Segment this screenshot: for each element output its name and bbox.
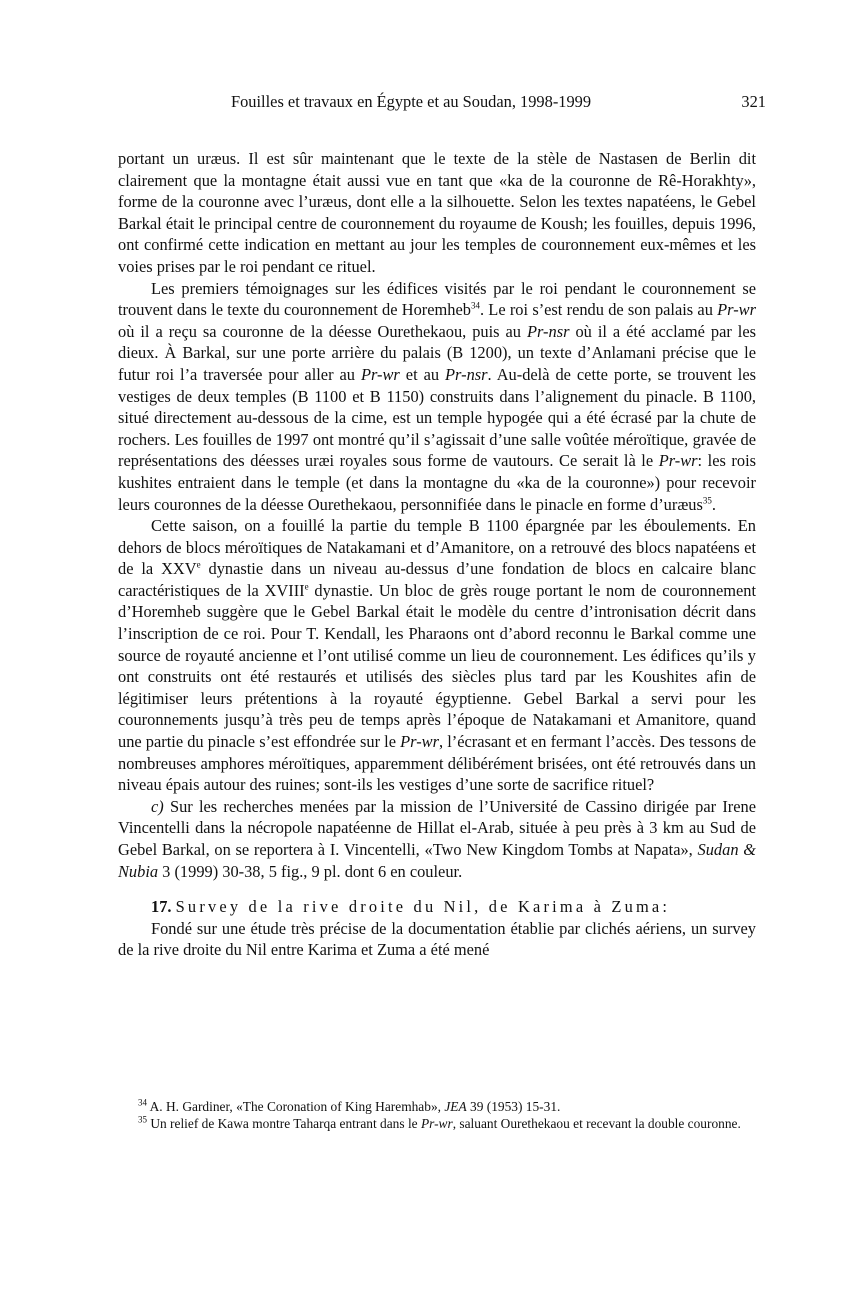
italic-term: Pr-wr (400, 732, 439, 752)
superscript: e (196, 559, 201, 570)
italic-term: Pr-wr (420, 1116, 453, 1131)
section-17-heading (118, 896, 756, 918)
italic-term: Pr-wr (717, 300, 756, 320)
section-number: 17. (151, 897, 172, 917)
paragraph-2 (118, 278, 756, 516)
journal-title: JEA (444, 1099, 467, 1114)
italic-term: Pr-nsr (445, 364, 488, 384)
text-run: dynastie dans un niveau au-dessus d’une fondation de blocs en calcaire blanc caractéristiques de la XVIII (118, 559, 756, 600)
text-run: Cette saison, on a fouillé la partie du temple B 1100 épargnée par les éboulements. En dehors de blocs méroïtiques de Natakamani et d’Amanitore, on a retrouvé des blocs napatéens et de la XXV (118, 516, 756, 579)
paragraph-3 (118, 515, 756, 796)
text-run: A. H. Gardiner, «The Coronation of King Haremhab», (147, 1099, 445, 1114)
footnote-ref-34[interactable]: 34 (470, 300, 480, 311)
italic-term: Pr-wr (360, 364, 400, 384)
text-run: Un relief de Kawa montre Taharqa entrant dans le (147, 1116, 421, 1131)
footnote-34 (118, 1098, 756, 1115)
footnote-35 (118, 1115, 756, 1132)
text-run: , saluant Ourethekaou et recevant la double couronne. (452, 1116, 741, 1131)
item-label: c) (151, 796, 164, 816)
text-run: Les premiers témoignages sur les édifices visités par le roi pendant le couronnement se trouvent dans le texte du couronnement de Horemheb (118, 278, 756, 320)
text-run: : les rois kushites entraient dans le temple (et dans la montagne du «ka de la couronne») pour recevoir leurs couronnes de la déesse Ourethekaou, personnifiée dans le pinacle en forme d’uræus (118, 451, 757, 514)
footnote-number: 34 (138, 1097, 147, 1108)
running-header (150, 92, 766, 114)
text-run: Sur les recherches menées par la mission de l’Université de Cassino dirigée par Irene Vincentelli dans la nécropole napatéenne de Hillat el-Arab, située à peu près à 3 km au Sud de Gebel Barkal, on se reportera à I. Vincentelli, «Two New Kingdom Tombs at Napata», (118, 796, 756, 859)
running-title: Fouilles et travaux en Égypte et au Soudan, 1998-1999 (231, 92, 592, 111)
paragraph-4 (118, 796, 756, 882)
superscript: e (304, 581, 309, 592)
text-run: où il a reçu sa couronne de la déesse Ourethekaou, puis au (118, 321, 527, 341)
text-run: 3 (1999) 30-38, 5 fig., 9 pl. dont 6 en couleur. (158, 861, 463, 881)
text-run: . (711, 494, 716, 514)
section-title: Survey de la rive droite du Nil, de Karima à Zuma: (175, 897, 671, 917)
text-run: dynastie. Un bloc de grès rouge portant le nom de couronnement d’Horemheb suggère que le Gebel Barkal était le modèle du centre d’intronisation décrit dans l’inscription de ce roi. Pour T. Kendall, les Pharaons ont d’abord reconnu le Barkal comme une source de royauté ancienne et l’ont utilisé comme un lieu de couronnement. Les édifices qu’ils y ont construits ont été restaurés et utilisés des siècles plus tard par les Koushites afin de légitimiser leurs prétentions à la royauté égyptienne. Gebel Barkal a servi pour les couronnements jusqu’à très peu de temps après l’époque de Natakamani et Amanitore, quand une partie du pinacle s’est effondrée sur le (118, 580, 756, 752)
italic-term: Pr-wr (658, 451, 698, 471)
footnote-ref-35[interactable]: 35 (702, 495, 712, 506)
text-run: , l’écrasant et en fermant l’accès. Des tessons de nombreuses amphores méroïtiques, apparemment délibérément brisées, ont été retrouvés dans un niveau épais autour des ruines; sont-ils les vestiges d’une sorte de sacrifice rituel? (118, 732, 756, 795)
footnote-number: 35 (138, 1114, 147, 1125)
italic-term: Pr-nsr (526, 321, 570, 341)
text-run: . Au-delà de cette porte, se trouvent les vestiges de deux temples (B 1100 et B 1150) construits dans l’alignement du pinacle. B 1100, situé directement au-dessous de la cime, est un temple hypogée qui a été écrasé par la chute de rochers. Les fouilles de 1997 ont montré qu’il s’agissait d’une salle voûtée méroïtique, gravée de représentations des déesses uræi royales sous forme de vautours. Ce serait là le (118, 364, 757, 471)
page-number: 321 (741, 92, 766, 111)
journal-title: Sudan & Nubia (118, 840, 756, 881)
text-run: où il a été acclamé par les dieux. À Barkal, sur une porte arrière du palais (B 1200), un texte d’Anlamani précise que le futur roi l’a traversée pour aller au (118, 321, 757, 384)
paragraph-1: portant un uræus. Il est sûr maintenant que le texte de la stèle de Nastasen de Berlin dit clairement que la montagne était aussi vue en tant que «ka de la couronne de Rê-Horakhty», forme de la couronne avec l’uræus, dont elle a la silhouette. Selon les textes napatéens, le Gebel Barkal était le principal centre de couronnement du royaume de Koush; les fouilles, depuis 1996, ont confirmé cette indication en mettant au jour les temples de couronnement eux-mêmes et les voies prises par le roi pendant ce rituel. (118, 149, 756, 276)
paragraph-5: Fondé sur une étude très précise de la documentation établie par clichés aériens, un survey de la rive droite du Nil entre Karima et Zuma a été mené (118, 918, 756, 960)
text-run: 39 (1953) 15-31. (466, 1099, 561, 1114)
body-text (118, 148, 756, 961)
text-run: et au (399, 364, 446, 384)
footnotes (118, 1098, 756, 1132)
text-run: . Le roi s’est rendu de son palais au (479, 300, 718, 320)
